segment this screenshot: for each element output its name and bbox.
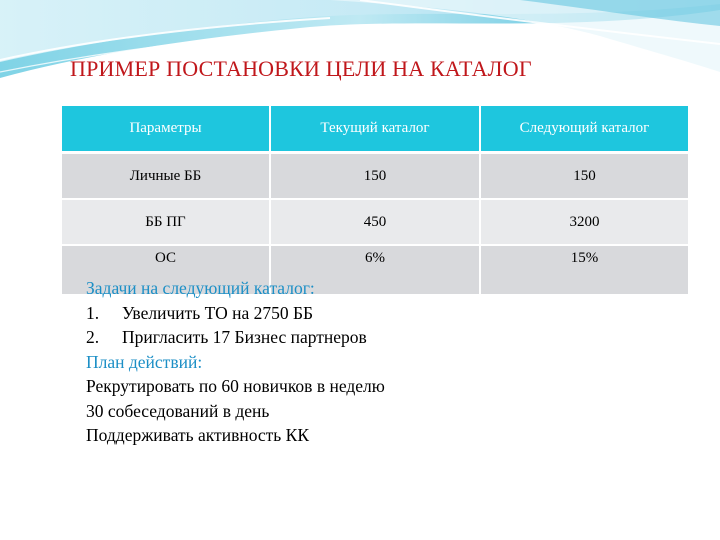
list-item [86,301,506,326]
table-cell: 150 [480,153,688,200]
list-item [86,325,506,350]
page-title: ПРИМЕР ПОСТАНОВКИ ЦЕЛИ НА КАТАЛОГ [70,56,532,81]
tasks-heading: Задачи на следующий каталог: [86,278,315,298]
table-row [62,153,688,200]
plan-item: Рекрутировать по 60 новичков в неделю [86,376,385,396]
column-header-parameters: Параметры [62,106,270,153]
list-number: 2. [86,327,100,347]
table-cell: Личные ББ [62,153,270,200]
plan-item: Поддерживать активность КК [86,425,309,445]
table-cell: 450 [270,199,480,245]
header-wave-decoration [0,0,720,110]
table-header-row [62,106,688,153]
column-header-current-catalog: Текущий каталог [270,106,480,153]
plan-item: 30 собеседований в день [86,400,270,421]
table-cell: ББ ПГ [62,199,270,245]
table-cell: 15% [480,245,688,295]
goal-table [62,106,688,296]
table-cell: 6% [270,245,480,295]
task-text: Увеличить ТО на 2750 ББ [122,302,314,323]
column-header-next-catalog: Следующий каталог [480,106,688,153]
table-cell: ОС [62,245,270,295]
list-number: 1. [86,302,100,323]
table-cell: 150 [270,153,480,200]
task-text: Пригласить 17 Бизнес партнеров [122,327,367,347]
plan-heading: План действий: [86,351,203,372]
table-cell: 3200 [480,199,688,245]
action-plan-text [86,276,506,448]
table-row [62,199,688,245]
